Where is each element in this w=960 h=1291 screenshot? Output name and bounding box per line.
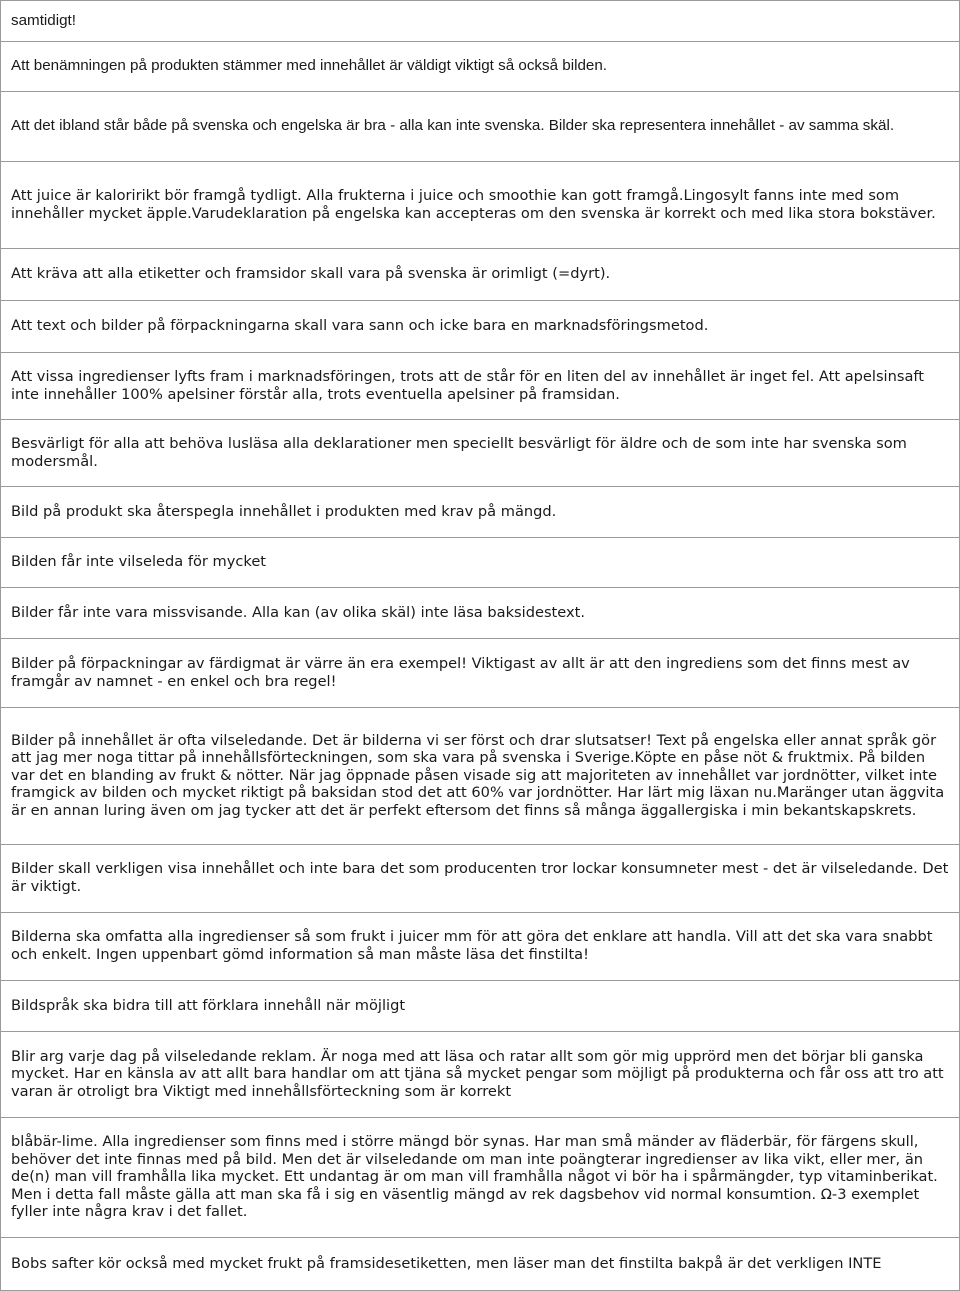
response-cell: Att det ibland står både på svenska och engelska är bra - alla kan inte svenska. Bilder ska representera innehållet - av samma skäl. [1,92,960,162]
table-row [1,538,960,588]
response-cell: Bobs safter kör också med mycket frukt på framsidesetiketten, men läser man det finstilta bakpå är det verkligen INTE [1,1238,960,1291]
table-row [1,353,960,420]
table-row [1,1238,960,1291]
response-cell: Bilder på innehållet är ofta vilseledande. Det är bilderna vi ser först och drar slutsatser! Text på engelska eller annat språk gör att jag mer noga tittar på innehållsförteckningen, som ska vara på svenska i Sverige.Köpte en påse nöt & fruktmix. På bilden var det en blanding av frukt & nötter. När jag öppnade påsen visade sig att majoriteten av innehållet var jordnötter, vilket inte framgick av bilden och mycket riktigt på baksidan stod det att 60% var jordnötter. Har lärt mig läxan nu.Maränger utan äggvita är en annan luring även om jag tycker att det är perfekt eftersom det finns så många äggallergiska i min bekantskapskrets. [1,708,960,845]
response-cell: Blir arg varje dag på vilseledande reklam. Är noga med att läsa och ratar allt som gör mig upprörd men det börjar bli ganska mycket. Har en känsla av att allt bara handlar om att tjäna så mycket pengar som möjligt på produkterna och får oss att tro att varan är otroligt bra Viktigt med innehållsförteckning som är korrekt [1,1032,960,1118]
table-row [1,639,960,708]
response-cell: samtidigt! [1,1,960,42]
response-cell: Bilder skall verkligen visa innehållet och inte bara det som producenten tror lockar konsumneter mest - det är vilseledande. Det är viktigt. [1,845,960,913]
response-cell: blåbär-lime. Alla ingredienser som finns med i större mängd bör synas. Har man små mänder av fläderbär, för färgens skull, behöver det inte finnas med på bild. Men det är vilseledande om man inte poängterar ingredienser av lika vikt, eller mer, än de(n) man vill framhålla lika mycket. Ett undantag är om man vill framhålla något vi bör ha i spårmängder, typ vitaminberikat. Men i detta fall måste gälla att man ska få i sig en väsentlig mängd av rek dagsbehov vid normal konsumtion. Ω-3 exemplet fyller inte några krav i det fallet. [1,1118,960,1238]
response-cell: Bild på produkt ska återspegla innehållet i produkten med krav på mängd. [1,487,960,538]
table-row [1,1,960,42]
table-row [1,301,960,353]
response-cell: Att text och bilder på förpackningarna skall vara sann och icke bara en marknadsföringsmetod. [1,301,960,353]
response-cell: Bilder får inte vara missvisande. Alla kan (av olika skäl) inte läsa baksidestext. [1,588,960,639]
response-cell: Att vissa ingredienser lyfts fram i marknadsföringen, trots att de står för en liten del av innehållet är inget fel. Att apelsinsaft inte innehåller 100% apelsiner förstår alla, trots eventuella apelsiner på framsidan. [1,353,960,420]
table-row [1,420,960,487]
response-cell: Bilder på förpackningar av färdigmat är värre än era exempel! Viktigast av allt är att den ingrediens som det finns mest av framgår av namnet - en enkel och bra regel! [1,639,960,708]
table-row [1,845,960,913]
table-row [1,162,960,249]
response-cell: Bilderna ska omfatta alla ingredienser så som frukt i juicer mm för att göra det enklare att handla. Vill att det ska vara snabbt och enkelt. Ingen uppenbart gömd information så man måste läsa det finstilta! [1,913,960,981]
response-cell: Att kräva att alla etiketter och framsidor skall vara på svenska är orimligt (=dyrt). [1,249,960,301]
response-cell: Att juice är kaloririkt bör framgå tydligt. Alla frukterna i juice och smoothie kan gott framgå.Lingosylt fanns inte med som innehåller mycket äpple.Varudeklaration på engelska kan accepteras om den svenska är korrekt och med lika stora bokstäver. [1,162,960,249]
response-cell: Bildspråk ska bidra till att förklara innehåll när möjligt [1,981,960,1032]
response-cell: Bilden får inte vilseleda för mycket [1,538,960,588]
table-row [1,1118,960,1238]
table-row [1,708,960,845]
table-row [1,92,960,162]
table-row [1,42,960,92]
table-row [1,487,960,538]
response-cell: Att benämningen på produkten stämmer med innehållet är väldigt viktigt så också bilden. [1,42,960,92]
response-cell: Besvärligt för alla att behöva lusläsa alla deklarationer men speciellt besvärligt för äldre och de som inte har svenska som modersmål. [1,420,960,487]
table-row [1,981,960,1032]
table-row [1,249,960,301]
table-row [1,913,960,981]
table-row [1,588,960,639]
table-row [1,1032,960,1118]
